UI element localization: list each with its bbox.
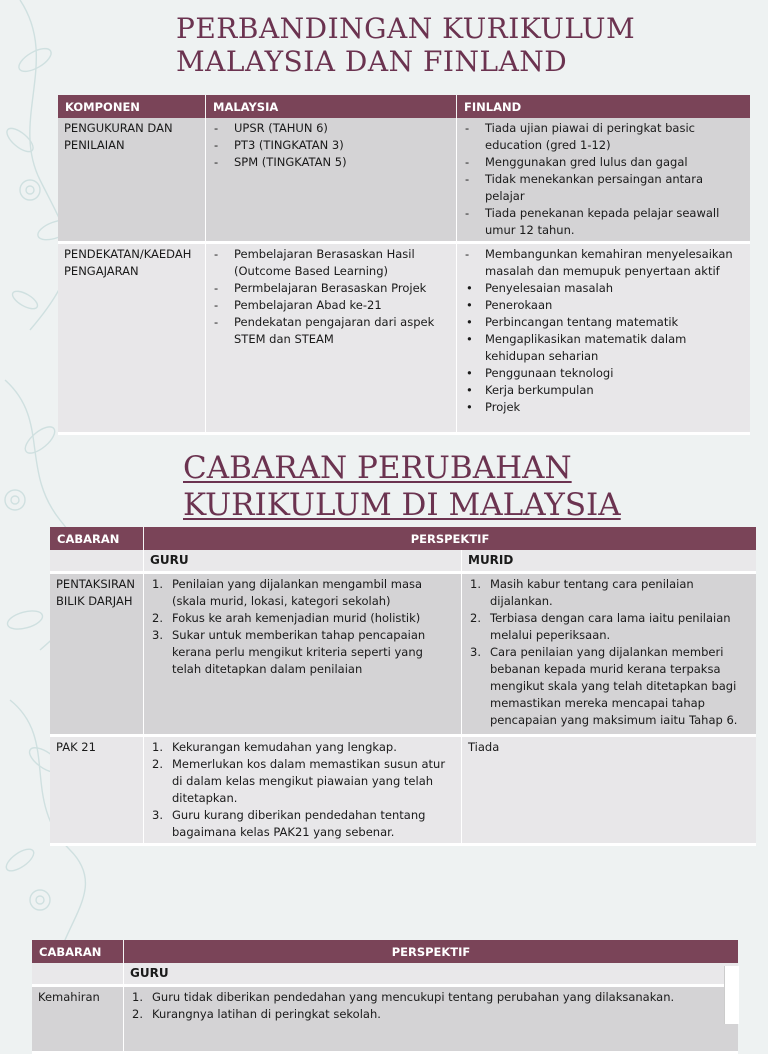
malaysia-list <box>212 246 450 348</box>
table-row <box>32 987 738 1054</box>
list-item: 3. Sukar untuk memberikan tahap pencapaian kerana perlu mengikut kriteria seperti yang telah ditetapkan dalam penilaian <box>152 628 426 676</box>
header-perspektif: PERSPEKTIF <box>124 940 738 963</box>
cabaran-cell: Kemahiran <box>32 987 124 1054</box>
list-item: • Projek <box>463 399 744 416</box>
subheader-empty <box>50 550 144 574</box>
list-item: - Pembelajaran Berasaskan Hasil (Outcome Based Learning) <box>212 246 450 280</box>
list-item: 1. Guru tidak diberikan pendedahan yang mencukupi tentang perubahan yang dilaksanakan. <box>132 990 675 1004</box>
komponen-cell: PENGUKURAN DAN PENILAIAN <box>58 118 206 244</box>
list-item: - UPSR (TAHUN 6) <box>212 120 450 137</box>
table-row <box>58 118 750 244</box>
list-item: - Permbelajaran Berasaskan Projek <box>212 280 450 297</box>
comparison-table-header <box>58 95 750 118</box>
list-item: 2. Terbiasa dengan cara lama iaitu penilaian melalui peperiksaan. <box>470 611 731 642</box>
finland-list <box>463 246 744 280</box>
list-item: 1. Masih kabur tentang cara penilaian dijalankan. <box>470 577 694 608</box>
list-item: - PT3 (TINGKATAN 3) <box>212 137 450 154</box>
list-item: - Pembelajaran Abad ke-21 <box>212 297 450 314</box>
list-item: - Tiada ujian piawai di peringkat basic education (gred 1-12) <box>463 120 744 154</box>
challenges-table-2 <box>32 940 738 1054</box>
table-row <box>50 574 756 737</box>
subheader-guru: GURU <box>124 963 738 987</box>
list-item: 2. Memerlukan kos dalam memastikan susun atur di dalam kelas mengikut piawaian yang telah ditetapkan. <box>152 757 446 805</box>
list-item: • Kerja berkumpulan <box>463 382 744 399</box>
slide1-title-line1: PERBANDINGAN KURIKULUM <box>176 12 636 45</box>
slide2-title-line2: KURIKULUM DI MALAYSIA <box>183 486 621 523</box>
guru-list <box>150 576 455 678</box>
list-item: • Penerokaan <box>463 297 744 314</box>
list-item: 1. Penilaian yang dijalankan mengambil masa (skala murid, lokasi, kategori sekolah) <box>152 577 423 608</box>
challenges-table-header <box>50 527 756 550</box>
subheader-murid: MURID <box>462 550 756 574</box>
header-perspektif: PERSPEKTIF <box>144 527 756 550</box>
header-komponen: KOMPONEN <box>58 95 206 118</box>
guru-cell <box>124 987 738 1054</box>
list-item: - Membangunkan kemahiran menyelesaikan masalah dan memupuk penyertaan aktif <box>463 246 744 280</box>
murid-cell: Tiada <box>462 737 756 846</box>
list-item: - Menggunakan gred lulus dan gagal <box>463 154 744 171</box>
table-row <box>58 244 750 435</box>
cabaran-cell: PENTAKSIRAN BILIK DARJAH <box>50 574 144 737</box>
list-item: 2. Fokus ke arah kemenjadian murid (holistik) <box>152 611 421 625</box>
list-item: - SPM (TINGKATAN 5) <box>212 154 450 171</box>
table-scrollbar[interactable] <box>724 966 739 1024</box>
list-item: 3. Guru kurang diberikan pendedahan tentang bagaimana kelas PAK21 yang sebenar. <box>152 808 426 839</box>
slide1-title-line2: MALAYSIA DAN FINLAND <box>176 45 568 79</box>
list-item: • Penggunaan teknologi <box>463 365 744 382</box>
list-item: • Mengaplikasikan matematik dalam kehidupan seharian <box>463 331 744 365</box>
table-row <box>50 737 756 846</box>
list-item: 3. Cara penilaian yang dijalankan memberi bebanan kepada murid kerana terpaksa mengikut skala yang telah ditetapkan bagi memastikan mereka mencapai tahap pencapaian yang maksimum iaitu Tahap 6. <box>470 645 738 727</box>
murid-cell <box>462 574 756 737</box>
list-item: • Perbincangan tentang matematik <box>463 314 744 331</box>
slide1-title <box>176 12 635 78</box>
list-item: - Tidak menekankan persaingan antara pelajar <box>463 171 744 205</box>
challenges-table <box>50 527 756 846</box>
list-item: - Tiada penekanan kepada pelajar seawall umur 12 tahun. <box>463 205 744 239</box>
malaysia-list <box>212 120 450 171</box>
header-finland: FINLAND <box>457 95 750 118</box>
subheader-guru: GURU <box>144 550 462 574</box>
guru-cell <box>144 737 462 846</box>
header-malaysia: MALAYSIA <box>206 95 457 118</box>
malaysia-cell <box>206 244 457 435</box>
subheader-row <box>32 963 738 987</box>
finland-cell <box>457 244 750 435</box>
slide2-title <box>183 450 621 523</box>
guru-list <box>150 739 455 841</box>
list-item: - Pendekatan pengajaran dari aspek STEM dan STEAM <box>212 314 450 348</box>
guru-list <box>130 989 732 1023</box>
subheader-empty <box>32 963 124 987</box>
malaysia-cell <box>206 118 457 244</box>
finland-list <box>463 120 744 239</box>
finland-bullet-list <box>463 280 744 416</box>
list-item: 1. Kekurangan kemudahan yang lengkap. <box>152 740 397 754</box>
subheader-row <box>50 550 756 574</box>
murid-list <box>468 576 750 729</box>
header-cabaran: CABARAN <box>32 940 124 963</box>
header-cabaran: CABARAN <box>50 527 144 550</box>
list-item: 2. Kurangnya latihan di peringkat sekolah. <box>132 1007 381 1021</box>
challenges-table-2-header <box>32 940 738 963</box>
komponen-cell: PENDEKATAN/KAEDAH PENGAJARAN <box>58 244 206 435</box>
slide2-title-line1: CABARAN PERUBAHAN <box>183 450 572 486</box>
list-item: • Penyelesaian masalah <box>463 280 744 297</box>
cabaran-cell: PAK 21 <box>50 737 144 846</box>
guru-cell <box>144 574 462 737</box>
comparison-table <box>58 95 750 435</box>
finland-cell <box>457 118 750 244</box>
